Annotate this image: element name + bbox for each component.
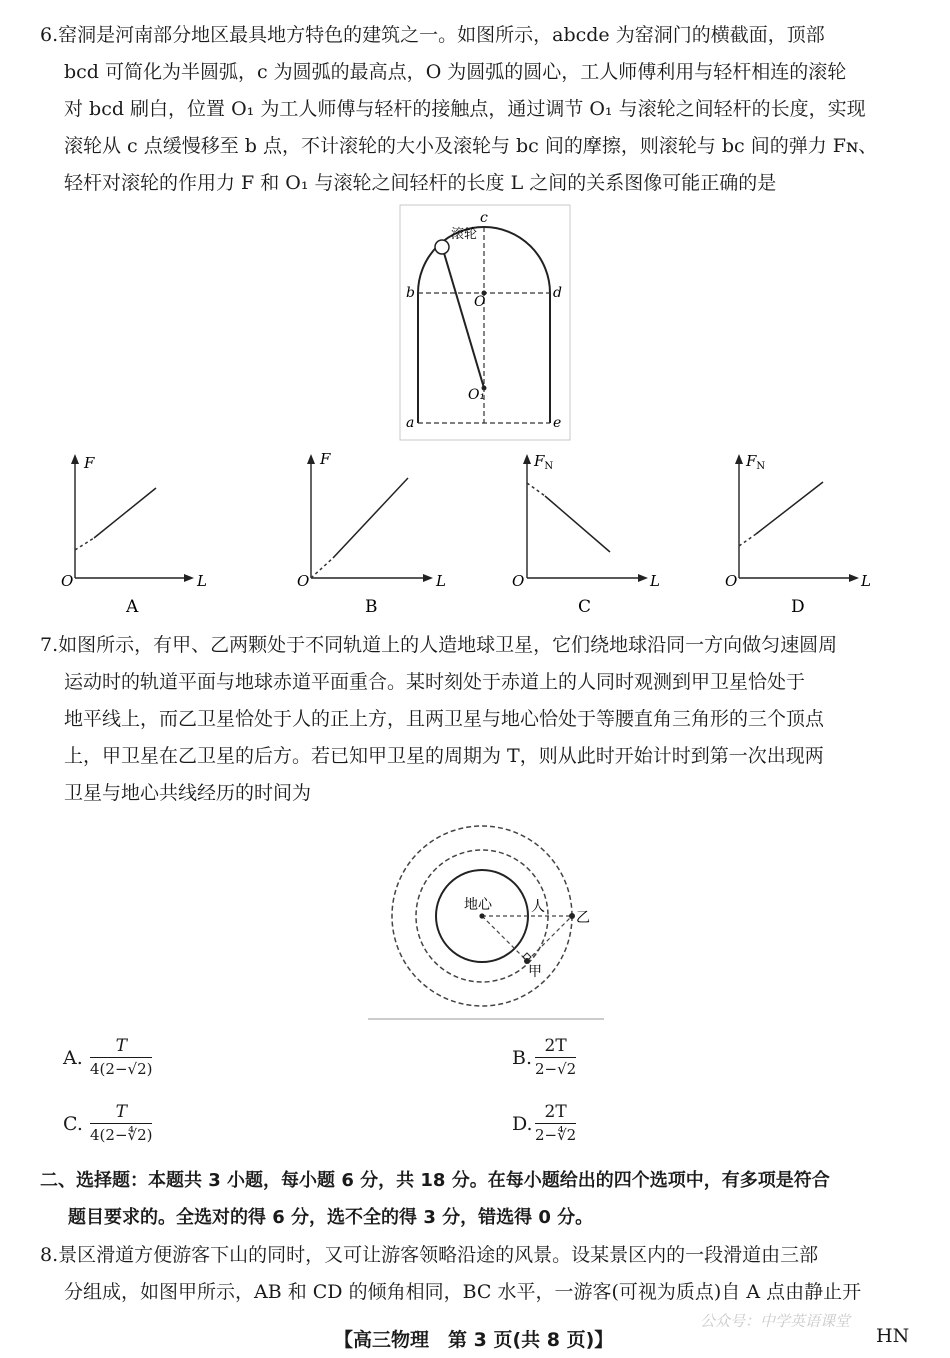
watermark: 公众号：中学英语课堂 <box>700 1312 851 1330</box>
graph-b-letter: B <box>365 597 378 617</box>
q8-line-1: 8.景区滑道方便游客下山的同时，又可让游客领略沿途的风景。设某景区内的一段滑道由三部 <box>40 1244 819 1266</box>
q7-option-a-den: 4(2−√2) <box>90 1060 153 1078</box>
region-code: HN <box>876 1325 910 1347</box>
label-b: b <box>406 285 415 301</box>
q6-line-5: 轻杆对滚轮的作用力 F 和 O₁ 与滚轮之间轻杆的长度 L 之间的关系图像可能正确的是 <box>64 172 777 194</box>
graph-d <box>725 450 875 617</box>
graph-c <box>512 450 662 617</box>
label-e: e <box>553 415 562 431</box>
q6-line-3: 对 bcd 刷白，位置 O₁ 为工人师傅与轻杆的接触点，通过调节 O₁ 与滚轮之间轻杆的长度，实现 <box>64 98 866 120</box>
graph-d-x-label: L <box>861 572 871 590</box>
q7-line-4: 上，甲卫星在乙卫星的后方。若已知甲卫星的周期为 T，则从此时开始计时到第一次出现两 <box>64 745 824 767</box>
graph-c-dashed-segment <box>527 483 545 496</box>
graph-a-letter: A <box>126 597 139 617</box>
cave-door-figure <box>400 205 570 440</box>
label-a: a <box>406 415 415 431</box>
roller-label: 滚轮 <box>451 227 478 242</box>
q7-option-b-den: 2−√2 <box>535 1060 577 1078</box>
graph-b <box>291 450 446 617</box>
graph-c-letter: C <box>578 597 592 617</box>
graph-a <box>58 450 208 617</box>
graph-c-y-label: $F_N$ <box>534 452 554 472</box>
q6-line-1: 6.窑洞是河南部分地区最具地方特色的建筑之一。如图所示，abcde 为窑洞门的横截面，顶部 <box>40 24 825 46</box>
orbit-figure <box>368 818 604 1020</box>
graph-a-y-label: F <box>84 454 95 472</box>
sat-b-label: 乙 <box>576 910 590 926</box>
q7-option-d-frac <box>535 1102 576 1144</box>
q7-option-d-den: 2−∜2 <box>535 1126 577 1144</box>
label-o1: O₁ <box>468 387 486 403</box>
q7-option-c-den: 4(2−∜2) <box>90 1126 153 1144</box>
q6-line-2: bcd 可简化为半圆弧，c 为圆弧的最高点，O 为圆弧的圆心，工人师傅利用与轻杆相连的滚轮 <box>64 61 847 83</box>
graph-b-y-label: F <box>320 450 331 468</box>
label-O: O <box>474 294 486 310</box>
q7-option-d-num: 2T <box>535 1102 576 1124</box>
graph-d-y-label: $F_N$ <box>746 452 766 472</box>
graph-c-solid-segment <box>545 496 610 552</box>
label-c: c <box>480 210 488 226</box>
satellite-b <box>569 913 575 919</box>
q7-option-c-letter: C. <box>63 1113 83 1135</box>
q8-line-2: 分组成，如图甲所示，AB 和 CD 的倾角相同，BC 水平，一游客(可视为质点)自 A 点由静止开 <box>64 1281 862 1303</box>
q7-option-a-frac <box>90 1036 152 1078</box>
q7-option-a-num: T <box>90 1036 152 1058</box>
graph-a-x-label: L <box>197 572 207 590</box>
q7-option-d-letter: D. <box>512 1113 533 1135</box>
q7-line-5: 卫星与地心共线经历的时间为 <box>64 782 312 804</box>
graph-a-origin: O <box>61 572 74 590</box>
graph-b-solid-segment <box>333 478 408 558</box>
graph-d-letter: D <box>791 597 805 617</box>
graph-b-origin: O <box>297 572 310 590</box>
section2-line-2: 题目要求的。全选对的得 6 分，选不全的得 3 分，错选得 0 分。 <box>68 1207 594 1228</box>
label-d: d <box>553 285 562 301</box>
graph-d-dashed-segment <box>739 534 756 546</box>
person-label: 人 <box>531 899 545 915</box>
sat-a-label: 甲 <box>528 964 542 980</box>
q6-line-4: 滚轮从 c 点缓慢移至 b 点，不计滚轮的大小及滚轮与 bc 间的摩擦，则滚轮与 bc 间的弹力 Fɴ、 <box>64 135 878 157</box>
q7-option-c-num: T <box>90 1102 152 1124</box>
q7-option-b-letter: B. <box>512 1047 533 1069</box>
section2-line-1: 二、选择题：本题共 3 小题，每小题 6 分，共 18 分。在每小题给出的四个选项中，有多项是符合 <box>40 1170 830 1191</box>
page-footer: 【高三物理 第 3 页(共 8 页)】 <box>334 1329 614 1351</box>
graph-b-x-label: L <box>436 572 446 590</box>
q7-option-c-frac <box>90 1102 152 1144</box>
q7-line-1: 7.如图所示，有甲、乙两颗处于不同轨道上的人造地球卫星，它们绕地球沿同一方向做匀速圆周 <box>40 634 838 656</box>
roller <box>435 240 449 254</box>
q7-option-a-letter: A. <box>63 1047 83 1069</box>
graph-a-dashed-segment <box>75 538 94 550</box>
graph-a-solid-segment <box>94 488 156 538</box>
graph-d-solid-segment <box>756 482 823 534</box>
graph-d-origin: O <box>725 572 738 590</box>
earth-center-label: 地心 <box>464 897 492 913</box>
graph-b-dashed-segment <box>311 558 333 578</box>
q7-option-b-num: 2T <box>535 1036 576 1058</box>
earth-center-dot <box>479 913 484 918</box>
graph-c-origin: O <box>512 572 525 590</box>
q7-option-b-frac <box>535 1036 576 1078</box>
graph-c-x-label: L <box>650 572 660 590</box>
q7-line-3: 地平线上，而乙卫星恰处于人的正上方，且两卫星与地心恰处于等腰直角三角形的三个顶点 <box>64 708 825 730</box>
q7-line-2: 运动时的轨道平面与地球赤道平面重合。某时刻处于赤道上的人同时观测到甲卫星恰处于 <box>64 671 806 693</box>
